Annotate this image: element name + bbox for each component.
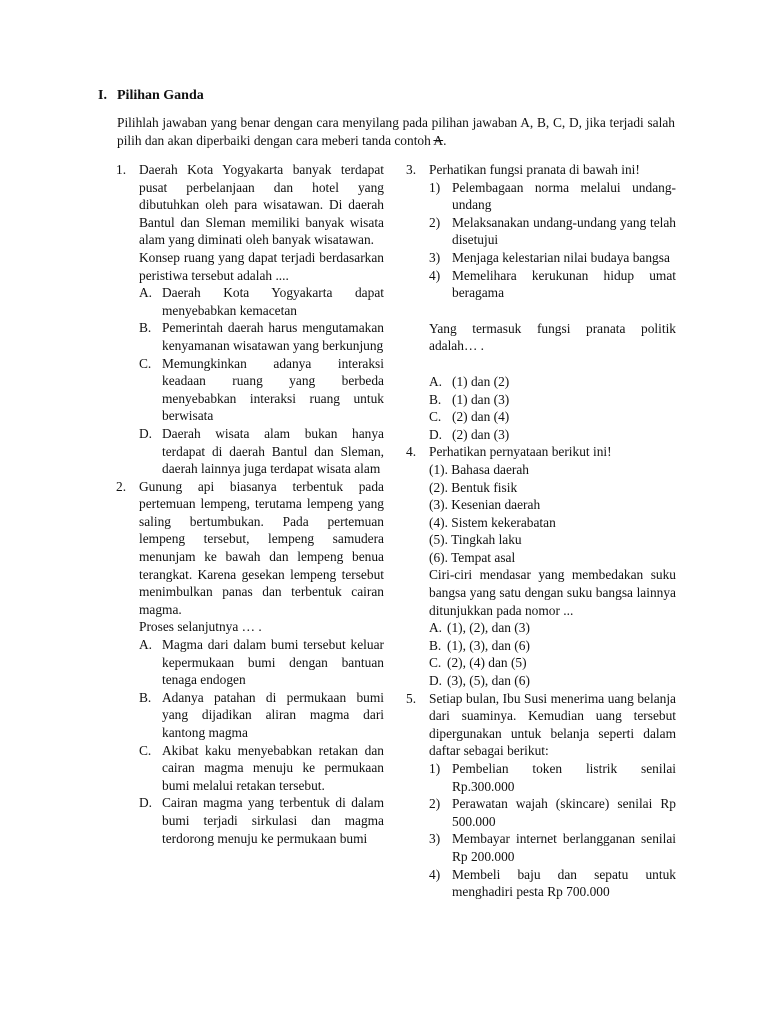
- question-number: 3.: [406, 162, 417, 177]
- section-heading: [98, 87, 204, 105]
- question-3: [406, 161, 676, 443]
- option-label: A.: [429, 373, 443, 389]
- question-5: [406, 690, 676, 901]
- option-text: (1), (2), dan (3): [447, 620, 530, 636]
- option-text: Pemerintah daerah harus mengutamakan kenyamanan wisatawan yang berkunjung: [162, 320, 384, 353]
- option-label: D.: [429, 426, 443, 442]
- instructions-end: .: [443, 132, 447, 148]
- option-text: Akibat kaku menyebabkan retakan dan cairan magma menuju ke permukaan bumi melalui retakan tersebut.: [162, 742, 384, 793]
- question-prompt: Proses selanjutnya … .: [139, 619, 262, 635]
- answer-option-d[interactable]: [139, 425, 384, 478]
- section-number: I.: [98, 88, 107, 103]
- item-label: 3): [429, 831, 441, 847]
- option-text: Memungkinkan adanya interaksi keadaan ruang yang berbeda menyebabkan interaksi ruang untuk berwisata: [162, 355, 384, 424]
- answer-option-d[interactable]: [429, 426, 676, 444]
- item-text: Memelihara kerukunan hidup umat beragama: [452, 267, 676, 301]
- option-label: A.: [139, 285, 153, 301]
- option-label: A.: [139, 637, 153, 653]
- option-label: C.: [139, 742, 152, 758]
- instructions-text: Pilihlah jawaban yang benar dengan cara menyilang pada pilihan jawaban A, B, C, D, jika terjadi salah pilih dan akan diperbaiki dengan cara meberi tanda contoh: [117, 115, 675, 148]
- question-1: [116, 161, 384, 478]
- item-label: 3): [429, 249, 441, 265]
- list-item: [429, 795, 676, 830]
- question-prompt: Konsep ruang yang dapat terjadi berdasarkan peristiwa tersebut adalah ....: [139, 249, 384, 283]
- item-label: 1): [429, 761, 441, 776]
- option-text: (3), (5), dan (6): [447, 673, 530, 689]
- list-item: (1). Bahasa daerah: [429, 461, 530, 477]
- item-text: Pembelian token listrik senilai Rp.300.000: [452, 761, 676, 794]
- option-text: (1) dan (2): [452, 373, 510, 389]
- option-label: C.: [429, 655, 442, 671]
- question-stem: Perhatikan pernyataan berikut ini!: [429, 444, 612, 460]
- list-item: [429, 249, 676, 267]
- question-2: [116, 478, 384, 847]
- example-crossed-mark: A: [433, 132, 444, 148]
- option-text: Daerah Kota Yogyakarta dapat menyebabkan kemacetan: [162, 285, 384, 318]
- option-text: Adanya patahan di permukaan bumi yang dijadikan aliran magma dari kantong magma: [162, 689, 384, 740]
- answer-option-d[interactable]: [139, 794, 384, 847]
- option-text: Magma dari dalam bumi tersebut keluar kepermukaan bumi dengan bantuan tenaga endogen: [162, 637, 384, 688]
- answer-option-a[interactable]: [139, 636, 384, 689]
- option-label: A.: [429, 620, 443, 636]
- list-item: [429, 179, 676, 214]
- answer-option-a[interactable]: [139, 284, 384, 319]
- answer-option-b[interactable]: [429, 391, 676, 409]
- question-number: 1.: [116, 162, 127, 177]
- question-number: 4.: [406, 444, 417, 460]
- option-text: Cairan magma yang terbentuk di dalam bumi terjadi sirkulasi dan magma terdorong menuju ke permukaan bumi: [162, 795, 384, 846]
- item-text: Membeli baju dan sepatu untuk menghadiri pesta Rp 700.000: [452, 866, 676, 900]
- option-label: D.: [139, 425, 153, 441]
- list-item: (3). Kesenian daerah: [429, 497, 541, 513]
- option-text: (1) dan (3): [452, 391, 510, 407]
- instructions: [117, 114, 675, 149]
- question-stem: Daerah Kota Yogyakarta banyak terdapat pusat perbelanjaan dan hotel yang dibutuhkan oleh para wisatawan. Di daerah Bantul dan Sleman memiliki banyak wisata alam yang diminati oleh banyak wisatawan.: [139, 162, 384, 248]
- question-stem: Perhatikan fungsi pranata di bawah ini!: [429, 162, 640, 177]
- list-item: [429, 267, 676, 302]
- item-label: 4): [429, 866, 441, 882]
- left-column: [116, 161, 384, 847]
- option-label: D.: [429, 673, 443, 689]
- question-stem: Gunung api biasanya terbentuk pada pertemuan lempeng, terutama lempeng yang saling bertumbukan. Pada pertemuan lempeng tersebut, lempeng samudera menunjam ke bawah dan lempeng benua terangkat. Karena gesekan lempeng tersebut menimbulkan panas dan terbentuk cairan magma.: [139, 478, 384, 617]
- item-text: Menjaga kelestarian nilai budaya bangsa: [452, 249, 670, 265]
- option-text: (2) dan (3): [452, 426, 510, 442]
- item-label: 1): [429, 179, 441, 195]
- answer-option-c[interactable]: [139, 742, 384, 795]
- item-text: Perawatan wajah (skincare) senilai Rp 500.000: [452, 796, 676, 829]
- option-label: C.: [139, 355, 152, 371]
- option-text: (2), (4) dan (5): [447, 655, 527, 671]
- list-item: (6). Tempat asal: [429, 549, 516, 565]
- answer-option-b[interactable]: [139, 319, 384, 354]
- question-number: 5.: [406, 690, 417, 706]
- item-label: 2): [429, 214, 441, 230]
- list-item: [429, 760, 676, 795]
- list-item: (5). Tingkah laku: [429, 532, 522, 548]
- question-number: 2.: [116, 478, 127, 494]
- item-text: Melaksanakan undang-undang yang telah disetujui: [452, 214, 676, 248]
- question-4: [406, 443, 676, 689]
- answer-option-b[interactable]: [429, 637, 676, 655]
- answer-option-c[interactable]: [429, 654, 676, 672]
- right-column: [406, 161, 676, 901]
- answer-option-c[interactable]: [139, 355, 384, 425]
- list-item: [429, 866, 676, 901]
- option-label: C.: [429, 409, 442, 425]
- list-item: (4). Sistem kekerabatan: [429, 514, 556, 530]
- option-text: (1), (3), dan (6): [447, 637, 530, 653]
- answer-option-a[interactable]: [429, 619, 676, 637]
- option-label: B.: [139, 689, 152, 705]
- option-label: D.: [139, 795, 153, 811]
- list-item: [429, 214, 676, 249]
- item-label: 2): [429, 796, 441, 812]
- answer-option-d[interactable]: [429, 672, 676, 690]
- question-stem: Setiap bulan, Ibu Susi menerima uang belanja dari suaminya. Kemudian uang tersebut dipergunakan untuk belanja seperti dalam daftar sebagai berikut:: [429, 690, 676, 759]
- item-label: 4): [429, 267, 441, 283]
- answer-option-b[interactable]: [139, 689, 384, 742]
- section-title: Pilihan Ganda: [117, 88, 204, 103]
- option-label: B.: [429, 391, 442, 407]
- option-label: B.: [139, 320, 152, 336]
- list-item: [429, 830, 676, 865]
- item-text: Membayar internet berlangganan senilai Rp 200.000: [452, 831, 676, 864]
- question-prompt: Ciri-ciri mendasar yang membedakan suku bangsa yang satu dengan suku bangsa lainnya ditunjukkan pada nomor ...: [429, 567, 676, 618]
- list-item: (2). Bentuk fisik: [429, 479, 518, 495]
- option-text: Daerah wisata alam bukan hanya terdapat di daerah Bantul dan Sleman, daerah lainnya juga terdapat wisata alam: [162, 425, 384, 477]
- item-text: Pelembagaan norma melalui undang-undang: [452, 179, 676, 213]
- answer-option-c[interactable]: [429, 408, 676, 426]
- question-prompt: Yang termasuk fungsi pranata politik adalah… .: [429, 320, 676, 354]
- option-text: (2) dan (4): [452, 409, 510, 425]
- option-label: B.: [429, 637, 442, 653]
- answer-option-a[interactable]: [429, 373, 676, 391]
